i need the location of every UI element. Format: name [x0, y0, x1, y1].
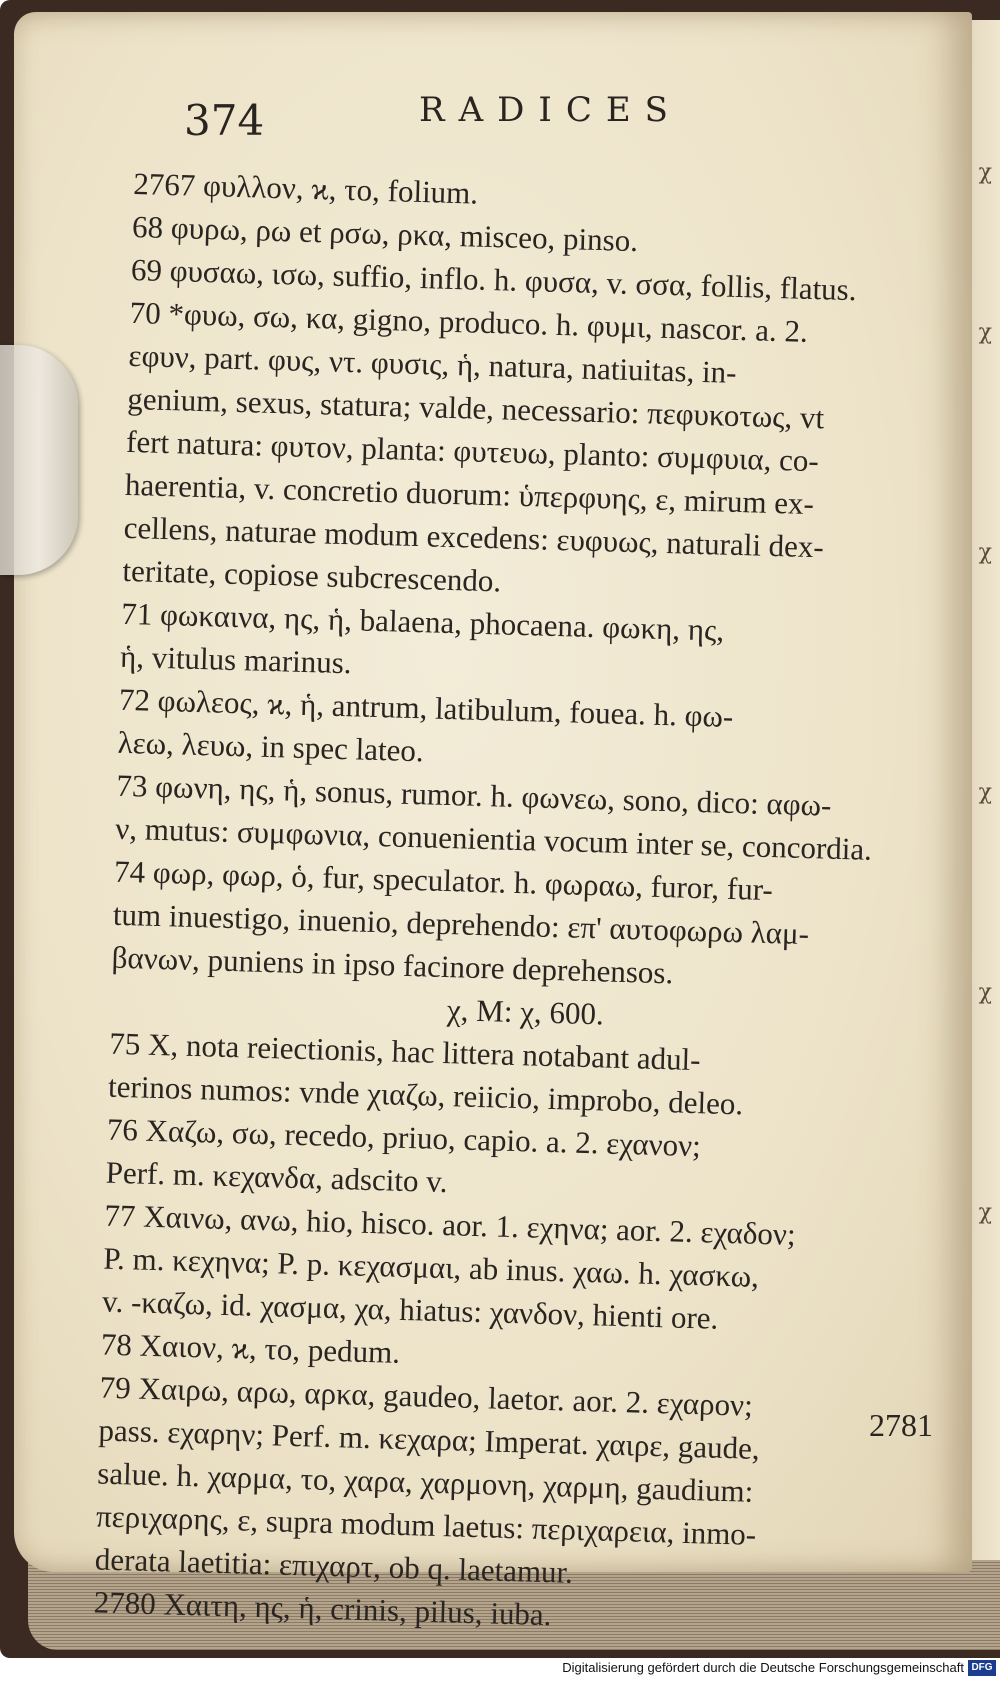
- text-line: 70 *φυω, σω, κα, gigno, produco. h. φυμι, nascor. a. 2.: [129, 294, 809, 349]
- facing-glyph: χ: [978, 320, 992, 345]
- text-line: 2767 φυλλον, ϰ, το, folium.: [132, 165, 479, 211]
- page-title: RADICES: [419, 90, 682, 130]
- text-line: 77 Χαινω, ανω, hio, hisco. aor. 1. εχηνα; aor. 2. εχαδον;: [104, 1197, 797, 1252]
- text-line: 78 Χαιον, ϰ, το, pedum.: [100, 1326, 401, 1370]
- text-line: ν, mutus: συμφωνια, conuenientia vocum inter se, concordia.: [114, 810, 873, 867]
- text-block: [93, 162, 924, 1645]
- running-head: [14, 82, 972, 145]
- text-line: βανων, puniens in ipso facinore deprehensos.: [111, 939, 674, 991]
- text-line: haerentia, v. concretio duorum: ὑπερφυης, ε, mirum ex-: [124, 466, 815, 522]
- text-line: εφυν, part. φυς, ντ. φυσις, ἡ, natura, natiuitas, in-: [128, 337, 738, 390]
- facing-glyph: χ: [978, 160, 992, 185]
- text-line: ἡ, vitulus marinus.: [119, 638, 353, 681]
- text-line: fert natura: φυτον, planta: φυτευω, planto: συμφυια, co-: [125, 423, 820, 479]
- text-line: 75 Χ, nota reiectionis, hac littera notabant adul-: [108, 1025, 702, 1078]
- text-line: genium, sexus, statura; valde, necessario: πεφυκοτως, vt: [126, 380, 825, 436]
- text-line: 71 φωκαινα, ης, ἡ, balaena, phocaena. φωκη, ης,: [120, 595, 725, 648]
- text-line: Perf. m. κεχανδα, adscito v.: [105, 1154, 449, 1200]
- text-line: tum inuestigo, inuenio, deprehendo: επ' αυτοφωρω λαμ-: [112, 896, 810, 952]
- book-page: [14, 12, 972, 1633]
- page-number: 374: [184, 96, 265, 145]
- text-line: 2780 Χαιτη, ης, ἡ, crinis, pilus, iuba.: [93, 1584, 552, 1633]
- footer-bar: [0, 1658, 1000, 1681]
- text-line: 73 φωνη, ης, ἡ, sonus, rumor. h. φωνεω, sono, dico: αφω-: [116, 767, 832, 823]
- text-line: 69 φυσαω, ισω, suffio, inflo. h. φυσα, v. σσα, follis, flatus.: [130, 251, 858, 308]
- text-line: 72 φωλεος, ϰ, ἡ, antrum, latibulum, fouea. h. φω-: [118, 681, 734, 734]
- text-line: cellens, naturae modum excedens: ευφυως, naturali dex-: [123, 509, 825, 565]
- book-clasp: [0, 345, 78, 575]
- text-line: 68 φυρω, ρω et ρσω, ρκα, misceo, pinso.: [131, 208, 639, 259]
- text-line: derata laetitia: επιχαρτ, ob q. laetamur.: [94, 1541, 574, 1590]
- facing-glyph: χ: [978, 1200, 992, 1225]
- catchword: 2781: [869, 1407, 933, 1443]
- text-line: salue. h. χαρμα, το, χαρα, χαρμονη, χαρμη, gaudium:: [96, 1455, 754, 1509]
- text-line: v. -καζω, id. χασμα, χα, hiatus: χανδον, hienti ore.: [101, 1283, 719, 1336]
- text-line: 74 φωρ, φωρ, ὁ, fur, speculator. h. φωραω, furor, fur-: [113, 853, 774, 908]
- text-line: teritate, copiose subcrescendo.: [122, 552, 502, 599]
- facing-glyph: χ: [978, 540, 992, 565]
- text-line: P. m. κεχηνα; P. p. κεχασμαι, ab inus. χαω. h. χασκω,: [102, 1240, 760, 1294]
- facing-glyph: χ: [978, 980, 992, 1005]
- text-line: 79 Χαιρω, αρω, αρκα, gaudeo, laetor. aor. 2. εχαρον;: [99, 1369, 754, 1423]
- facing-glyph: χ: [978, 780, 992, 805]
- text-line: pass. εχαρην; Perf. m. κεχαρα; Imperat. χαιρε, gaude,: [98, 1412, 761, 1466]
- dfg-logo-icon: DFG: [968, 1660, 996, 1676]
- text-line: 76 Χαζω, σω, recedo, priuo, capio. a. 2. εχανον;: [106, 1111, 702, 1164]
- text-line: λεω, λευω, in spec lateo.: [117, 724, 425, 769]
- funding-credit: Digitalisierung gefördert durch die Deutsche Forschungsgemeinschaft: [562, 1660, 964, 1675]
- text-line: περιχαρης, ε, supra modum laetus: περιχαρεια, inmo-: [95, 1498, 757, 1552]
- text-line: terinos numos: vnde χιαζω, reiicio, improbo, deleo.: [107, 1068, 744, 1122]
- section-heading: χ, Μ: χ, 600.: [446, 992, 605, 1032]
